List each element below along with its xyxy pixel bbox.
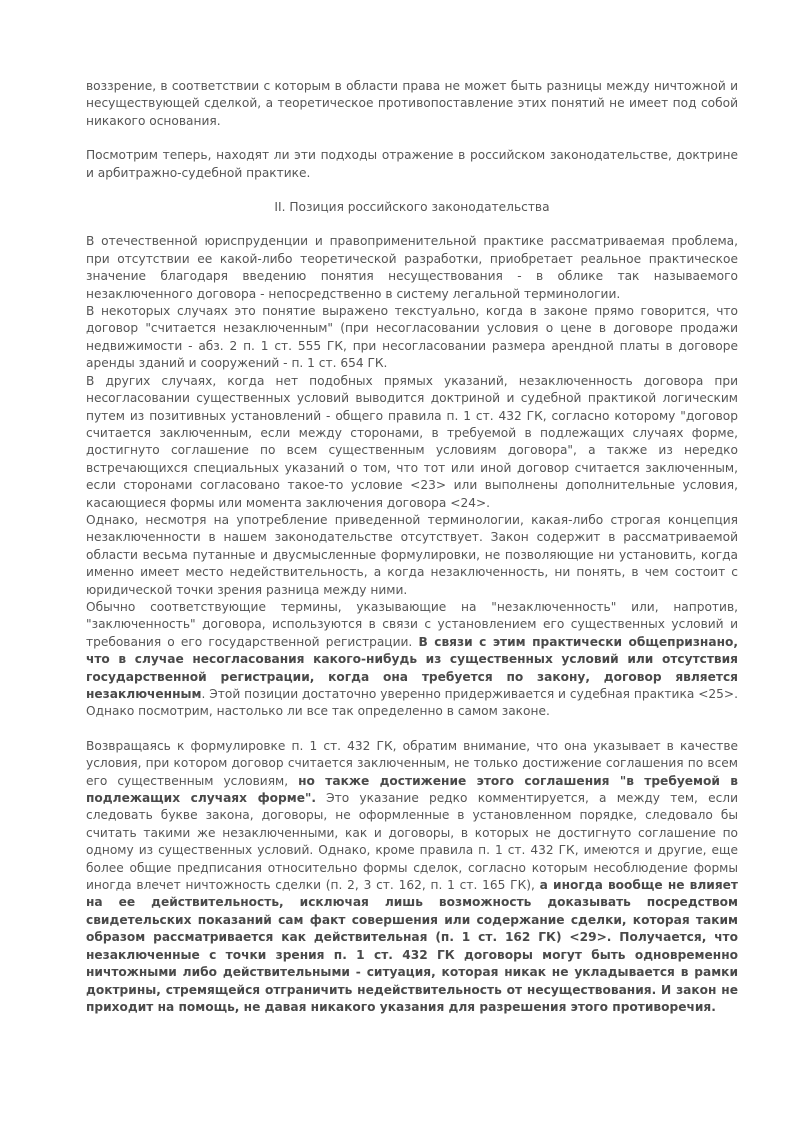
paragraph-8 — [86, 738, 738, 1017]
paragraph-4: В некоторых случаях это понятие выражено текстуально, когда в законе прямо говорится, что договор "считается незаключенным" (при несогласовании условия о цене в договоре продажи недвижимости - абз. 2 п. 1 ст. 555 ГК, при несогласовании размера арендной платы в договоре аренды зданий и сооружений - п. 1 ст. 654 ГК. — [86, 304, 738, 371]
paragraph-5: В других случаях, когда нет подобных прямых указаний, незаключенность договора при несогласовании существенных условий выводится доктриной и судебной практикой логическим путем из позитивных установлений - общего правила п. 1 ст. 432 ГК, согласно которому "договор считается заключенным, если между сторонами, в требуемой в подлежащих случаях форме, достигнуто соглашение по всем существенным условиям договора", а также из нередко встречающихся специальных указаний о том, что тот или иной договор считается заключенным, если сторонами согласовано такое-то условие <23> или выполнены дополнительные условия, касающиеся формы или момента заключения договора <24>. — [86, 373, 738, 510]
spacer — [86, 721, 738, 738]
document-page — [86, 78, 738, 1016]
paragraph-8-text-a: Возвращаясь к формулировке п. 1 ст. 432 ГК, обратим внимание, что она указывает в качестве условия, при котором договор считается заключенным, не только достижение соглашения по всем его существенным условиям, — [86, 738, 738, 788]
paragraph-7-bold: В связи с этим практически общепризнано, что в случае несогласования какого-нибудь из существенных условий или отсутствия государственной регистрации, когда она требуется по закону, договор является незаключенным — [86, 634, 738, 701]
paragraph-8-bold-d: а иногда вообще не влияет на ее действительность, исключая лишь возможность доказывать посредством свидетельских показаний сам факт совершения или содержание сделки, которая таким образом рассматривается как действительная (п. 1 ст. 162 ГК) <29>. Получается, что незаключенные с точки зрения п. 1 ст. 432 ГК договоры могут быть одновременно ничтожными либо действительными - ситуация, которая никак не укладывается в рамки доктрины, стремящейся отграничить недействительность от несуществования. И закон не приходит на помощь, не давая никакого указания для разрешения этого противоречия. — [86, 878, 738, 1014]
paragraph-7-text-c: . Этой позиции достаточно уверенно придерживается и судебная практика <25>. Однако посмотрим, настолько ли все так определенно в самом законе. — [86, 687, 738, 719]
spacer — [86, 130, 738, 147]
paragraph-7 — [86, 599, 738, 721]
paragraph-2: Посмотрим теперь, находят ли эти подходы отражение в российском законодательстве, доктрине и арбитражно-судебной практике. — [86, 148, 738, 180]
paragraph-8-bold-b: но также достижение этого соглашения "в требуемой в подлежащих случаях форме". — [86, 773, 738, 806]
spacer — [86, 182, 738, 199]
paragraph-7-text-a: Обычно соответствующие термины, указывающие на "незаключенность" или, напротив, "заключенность" договора, используются в связи с установлением его существенных условий и требования о его государственной регистрации. — [86, 599, 738, 649]
paragraph-6: Однако, несмотря на употребление приведенной терминологии, какая-либо строгая концепция незаключенности в нашем законодательстве отсутствует. Закон содержит в рассматриваемой области весьма путанные и двусмысленные формулировки, не позволяющие ни установить, когда именно имеет место недействительность, а когда незаключенность, ни понять, в чем состоит с юридической точки зрения разница между ними. — [86, 512, 738, 597]
paragraph-8-text-c: Это указание редко комментируется, а между тем, если следовать букве закона, договоры, не оформленные в установленном порядке, следовало бы считать такими же незаключенными, как и договоры, в которых не достигнуто соглашение по одному из существенных условий. Однако, кроме правила п. 1 ст. 432 ГК, имеются и другие, еще более общие предписания относительно формы сделок, согласно которым несоблюдение формы иногда влечет ничтожность сделки (п. 2, 3 ст. 162, п. 1 ст. 165 ГК), — [86, 791, 738, 893]
spacer — [86, 216, 738, 233]
paragraph-1: воззрение, в соответствии с которым в области права не может быть разницы между ничтожной и несуществующей сделкой, а теоретическое противопоставление этих понятий не имеет под собой никакого основания. — [86, 79, 738, 128]
section-heading: II. Позиция российского законодательства — [274, 200, 550, 215]
paragraph-3: В отечественной юриспруденции и правоприменительной практике рассматриваемая проблема, при отсутствии ее какой-либо теоретической разработки, приобретает реальное практическое значение благодаря введению понятия несуществования - в облике так называемого незаключенного договора - непосредственно в систему легальной терминологии. — [86, 234, 738, 301]
